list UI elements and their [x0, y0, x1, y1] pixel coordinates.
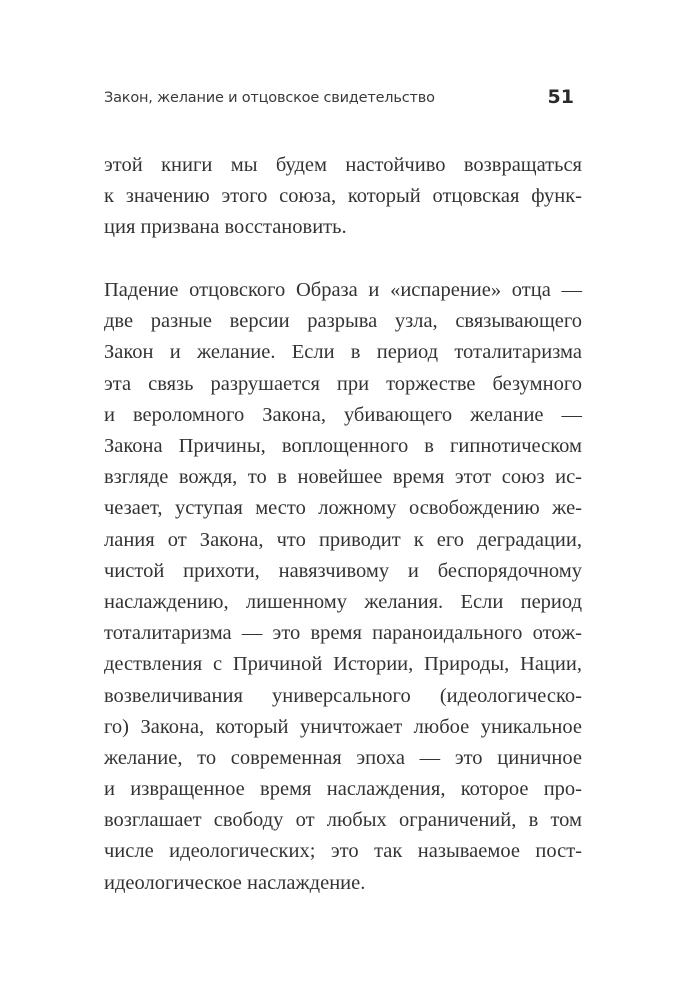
text-line: чезает, уступая место ложному освобождению же- [104, 497, 582, 520]
text-line: идеологическое наслаждение. [104, 871, 366, 894]
text-line: чистой прихоти, навязчивому и беспорядочному [104, 559, 582, 582]
text-line: возглашает свободу от любых ограничений, в том [104, 809, 582, 832]
page-number: 51 [547, 86, 574, 108]
text-line: лания от Закона, что приводит к его деградации, [104, 528, 582, 551]
text-line: Закон и желание. Если в период тоталитаризма [104, 341, 582, 364]
text-line: взгляде вождя, то в новейшее время этот союз ис- [104, 466, 582, 489]
text-line: и извращенное время наслаждения, которое про- [104, 778, 582, 801]
text-line: дествления с Причиной Истории, Природы, Нации, [104, 653, 582, 676]
text-line: Закона Причины, воплощенного в гипнотическом [104, 435, 582, 457]
text-line: эта связь разрушается при торжестве безумного [104, 372, 582, 395]
text-line: этой книги мы будем настойчиво возвращаться [104, 154, 582, 176]
text-line: наслаждению, лишенному желания. Если период [104, 590, 582, 613]
text-line: возвеличивания универсального (идеологическо- [104, 684, 582, 707]
running-header [104, 88, 576, 112]
text-line: и вероломного Закона, убивающего желание — [104, 403, 582, 426]
text-line: Падение отцовского Образа и «испарение» отца — [104, 279, 582, 302]
running-title: Закон, желание и отцовское свидетельство [104, 90, 435, 106]
text-line: ция призвана восстановить. [104, 216, 347, 239]
body-text [104, 150, 582, 899]
text-line: желание, то современная эпоха — это циничное [104, 746, 582, 769]
text-line: тоталитаризма — это время параноидального отож- [104, 622, 582, 645]
text-line: числе идеологических; это так называемое пост- [104, 840, 582, 863]
paragraph-continuation [104, 150, 582, 244]
text-line: две разные версии разрыва узла, связывающего [104, 310, 582, 333]
paragraph-main [104, 275, 582, 899]
text-line: к значению этого союза, который отцовская функ- [104, 185, 582, 208]
text-line: го) Закона, который уничтожает любое уникальное [104, 715, 582, 738]
